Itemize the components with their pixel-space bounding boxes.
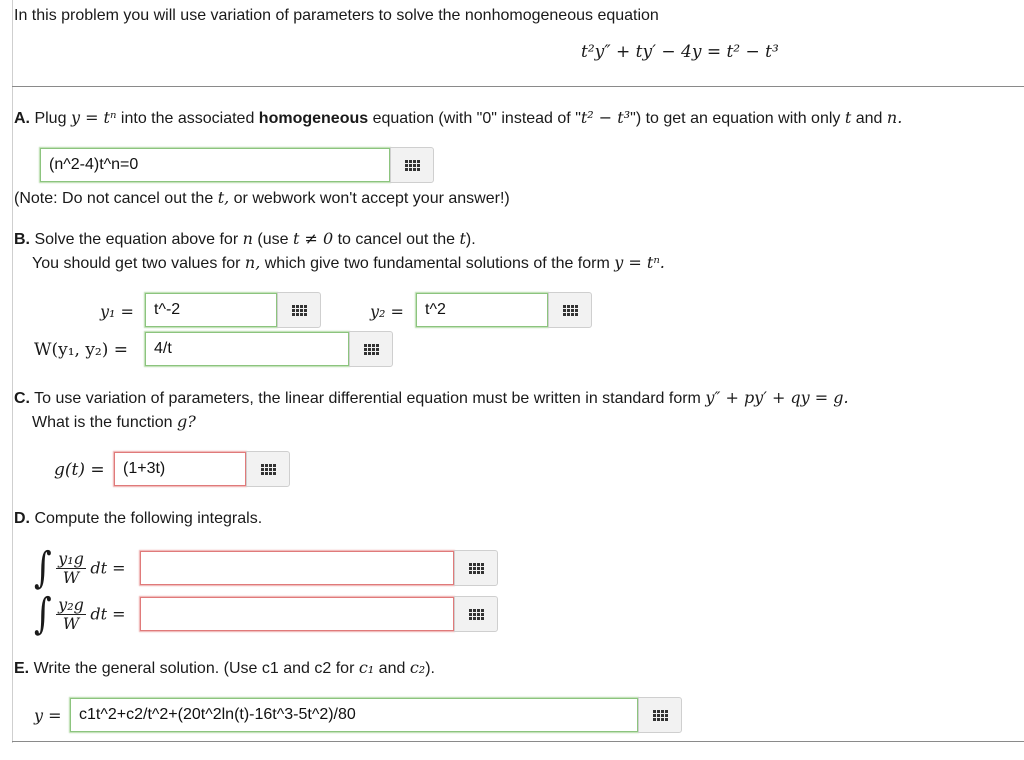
integral-sign-icon: ∫ [34,543,52,593]
math-keyboard-button-e[interactable] [638,697,682,733]
wronskian-input[interactable]: 4/t [145,332,349,366]
part-c-letter: C. [14,390,30,407]
g-input[interactable]: (1+3t) [114,452,246,486]
integral-1-den: W [62,567,80,587]
part-b-line1 [14,229,476,249]
part-e-t5: ). [425,660,435,677]
part-a-m2: t² − t³ [580,108,631,127]
grid-icon [364,344,379,355]
part-a-note2: or webwork won't accept your answer!) [233,190,510,207]
integral-2-expression [34,589,126,639]
part-a-t3: equation (with "0" instead of " [372,110,581,127]
part-b-l1c: to cancel out the [337,231,456,248]
part-a-bold: homogeneous [258,110,369,127]
y2-label: y₂ = [370,302,404,321]
grid-icon [469,563,484,574]
integral-2-num: y₂g [58,594,84,614]
grid-icon [653,710,668,721]
part-c-l2: What is the function [32,414,173,431]
math-keyboard-button-int2[interactable] [454,596,498,632]
part-a-t2: into the associated [120,110,255,127]
grid-icon [405,160,420,171]
integral-2-dt: dt = [90,604,126,624]
grid-icon [261,464,276,475]
part-d-desc: Compute the following integrals. [34,510,263,527]
part-e-text [14,658,435,678]
part-b-l1b: (use [257,231,289,248]
part-a-t4: ") to get an equation with only [630,110,841,127]
part-e-m2: c₂ [409,658,426,677]
part-b-l1m3: t [459,229,466,248]
left-border [12,0,13,88]
integral-1-input[interactable] [140,551,454,585]
part-a-note [14,188,510,208]
part-c-l1: To use variation of parameters, the linear differential equation must be written in standard form [34,390,701,407]
part-a-m4: n. [886,108,903,127]
part-a-letter: A. [14,110,30,127]
intro-text: In this problem you will use variation of parameters to solve the nonhomogeneous equation [14,7,659,24]
grid-icon [563,305,578,316]
part-a-instruction [14,108,902,128]
part-a-m1: y = tⁿ [70,108,117,127]
part-b-l2a: You should get two values for [32,255,241,272]
part-b-l1m2: t ≠ 0 [292,229,334,248]
integral-2-den: W [62,613,80,633]
part-e-t4: and [378,660,406,677]
part-c-line2 [32,412,196,432]
divider-top [12,86,1024,87]
part-e-t3: for [335,660,355,677]
part-b-l1d: ). [465,231,476,248]
y1-input[interactable]: t^-2 [145,293,277,327]
part-c-l1m: y″ + py′ + qy = g. [705,388,849,407]
part-a-t1: Plug [34,110,67,127]
integral-1-fraction [56,550,86,587]
divider-bottom [12,741,1024,742]
grid-icon [469,609,484,620]
part-b-l1m1: n [242,229,253,248]
integral-2-fraction [56,596,86,633]
general-solution-input[interactable]: c1t^2+c2/t^2+(20t^2ln(t)-16t^3-5t^2)/80 [70,698,638,732]
grid-icon [292,305,307,316]
wronskian-label: W(y₁, y₂) = [34,340,129,360]
integral-2-input[interactable] [140,597,454,631]
part-a-note1: (Note: Do not cancel out the [14,190,214,207]
part-e-c1: c1 [261,660,279,677]
left-border-lower [12,88,13,743]
part-b-l2b: which give two fundamental solutions of the form [264,255,610,272]
math-keyboard-button-int1[interactable] [454,550,498,586]
part-e-t1: Write the general solution. (Use [33,660,258,677]
part-b-l2m1: n, [244,253,261,272]
part-c-l2m: g? [176,412,196,431]
math-keyboard-button-g[interactable] [246,451,290,487]
part-e-m1: c₁ [358,658,375,677]
part-a-m3: t [844,108,852,127]
part-b-l2m2: y = tⁿ. [614,253,665,272]
integral-sign-icon: ∫ [34,589,52,639]
part-a-t5: and [855,110,883,127]
part-b-l1a: Solve the equation above for [34,231,239,248]
main-equation: t²y″ + ty′ − 4y = t² − t³ [581,42,779,62]
part-e-t2: and [283,660,310,677]
integral-1-expression [34,543,126,593]
part-d-text [14,510,262,528]
part-b-line2 [32,253,665,273]
integral-1-dt: dt = [90,558,126,578]
y2-input[interactable]: t^2 [416,293,548,327]
part-a-note-math: t, [217,188,230,207]
part-e-c2: c2 [314,660,332,677]
part-b-letter: B. [14,231,30,248]
math-keyboard-button-y2[interactable] [548,292,592,328]
answer-a-input[interactable]: (n^2-4)t^n=0 [40,148,390,182]
integral-1-num: y₁g [58,548,84,568]
part-e-letter: E. [14,660,30,677]
part-c-line1 [14,388,849,408]
y-general-label: y = [34,706,62,725]
y1-label: y₁ = [100,302,134,321]
part-d-letter: D. [14,510,30,527]
math-keyboard-button-w[interactable] [349,331,393,367]
g-label: g(t) = [54,460,105,480]
math-keyboard-button-y1[interactable] [277,292,321,328]
math-keyboard-button-a[interactable] [390,147,434,183]
